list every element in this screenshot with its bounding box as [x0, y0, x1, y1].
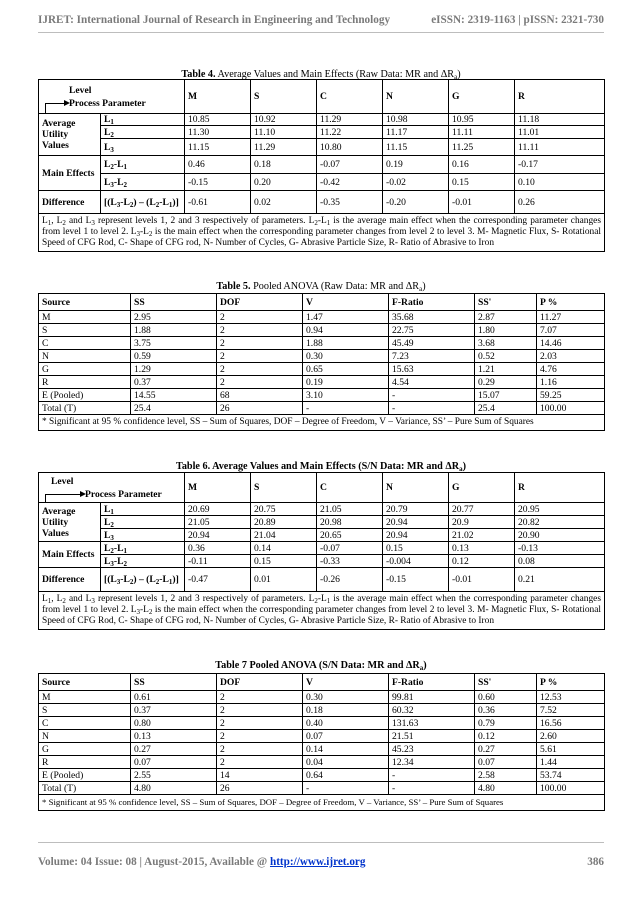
level-cell: $L_2-L_1$ — [101, 542, 185, 555]
value-cell: 0.79 — [475, 717, 537, 730]
column-header: F-Ratio — [389, 674, 475, 691]
value-cell: G — [39, 743, 131, 756]
value-cell: 25.4 — [475, 402, 537, 415]
value-cell: 45.23 — [389, 743, 475, 756]
value-cell: -0.42 — [317, 174, 383, 191]
column-header: P % — [537, 294, 605, 311]
value-cell: 0.12 — [449, 555, 515, 568]
value-cell: 0.13 — [131, 730, 217, 743]
value-cell: 16.56 — [537, 717, 605, 730]
value-cell: E (Pooled) — [39, 389, 131, 402]
table-note: * Significant at 95 % confidence level, SS – Sum of Squares, DOF – Degree of Freedom, V – Variance, SS’ – Pure Sum of Squares — [39, 795, 605, 811]
value-cell: 2.03 — [537, 350, 605, 363]
level-cell: $L_3-L_2$ — [101, 555, 185, 568]
level-cell: $L_2-L_1$ — [101, 156, 185, 174]
value-cell: 100.00 — [537, 402, 605, 415]
value-cell: 131.63 — [389, 717, 475, 730]
value-cell: 0.19 — [383, 156, 449, 174]
value-cell: 20.89 — [251, 516, 317, 529]
value-cell: - — [389, 389, 475, 402]
value-cell: 0.52 — [475, 350, 537, 363]
value-cell: 0.04 — [303, 756, 389, 769]
value-cell: 20.94 — [383, 529, 449, 542]
value-cell: 0.80 — [131, 717, 217, 730]
column-header: G — [449, 80, 515, 114]
level-cell: $L_1$ — [101, 503, 185, 516]
value-cell: 0.40 — [303, 717, 389, 730]
table4-caption: Table 4. Average Values and Main Effects (Raw Data: MR and $\Delta R_a$) — [181, 69, 461, 81]
value-cell: 2.95 — [131, 311, 217, 324]
value-cell: -0.004 — [383, 555, 449, 568]
value-cell: 3.68 — [475, 337, 537, 350]
issn-text: eISSN: 2319-1163 | pISSN: 2321-730 — [431, 14, 604, 26]
table-row — [39, 350, 605, 363]
value-cell: 11.29 — [251, 139, 317, 156]
value-cell: 0.08 — [515, 555, 605, 568]
value-cell: 2.87 — [475, 311, 537, 324]
column-header: SS — [131, 294, 217, 311]
value-cell: 0.36 — [185, 542, 251, 555]
value-cell: -0.26 — [317, 568, 383, 592]
value-cell: 99.81 — [389, 691, 475, 704]
column-header: R — [515, 80, 605, 114]
level-cell: $L_3$ — [101, 529, 185, 542]
value-cell: R — [39, 376, 131, 389]
table-row — [39, 402, 605, 415]
value-cell: 45.49 — [389, 337, 475, 350]
value-cell: 4.76 — [537, 363, 605, 376]
value-cell: 0.36 — [475, 704, 537, 717]
page-header — [38, 14, 604, 26]
journal-title: IJRET: International Journal of Research in Engineering and Technology — [38, 14, 391, 26]
value-cell: 1.80 — [475, 324, 537, 337]
value-cell: - — [389, 769, 475, 782]
value-cell: 26 — [217, 782, 303, 795]
table-row — [39, 730, 605, 743]
value-cell: E (Pooled) — [39, 769, 131, 782]
value-cell: 1.88 — [131, 324, 217, 337]
column-header: S — [251, 80, 317, 114]
value-cell: 2 — [217, 743, 303, 756]
column-header: R — [515, 473, 605, 503]
table-row — [39, 704, 605, 717]
value-cell: 0.02 — [251, 191, 317, 214]
corner-cell — [39, 473, 185, 503]
value-cell: -0.07 — [317, 156, 383, 174]
group-label: Difference — [39, 568, 101, 592]
value-cell: S — [39, 704, 131, 717]
value-cell: 0.60 — [475, 691, 537, 704]
value-cell: 20.82 — [515, 516, 605, 529]
value-cell: 4.54 — [389, 376, 475, 389]
column-header: Source — [39, 674, 131, 691]
value-cell: 0.65 — [303, 363, 389, 376]
value-cell: 0.59 — [131, 350, 217, 363]
value-cell: 4.80 — [131, 782, 217, 795]
value-cell: 2 — [217, 691, 303, 704]
value-cell: 7.52 — [537, 704, 605, 717]
value-cell: 0.01 — [251, 568, 317, 592]
table6 — [38, 472, 605, 630]
value-cell: 0.27 — [131, 743, 217, 756]
value-cell: 2 — [217, 311, 303, 324]
column-header: S — [251, 473, 317, 503]
value-cell: 20.79 — [383, 503, 449, 516]
level-cell: $[(L_3-L_2) - (L_2-L_1)]$ — [101, 191, 185, 214]
value-cell: M — [39, 691, 131, 704]
value-cell: 0.18 — [251, 156, 317, 174]
value-cell: 11.30 — [185, 126, 251, 139]
value-cell: 20.98 — [317, 516, 383, 529]
table-row — [39, 311, 605, 324]
value-cell: 15.63 — [389, 363, 475, 376]
value-cell: 60.32 — [389, 704, 475, 717]
value-cell: 0.13 — [449, 542, 515, 555]
value-cell: -0.15 — [185, 174, 251, 191]
value-cell: 5.61 — [537, 743, 605, 756]
value-cell: 20.94 — [185, 529, 251, 542]
value-cell: 1.44 — [537, 756, 605, 769]
value-cell: -0.35 — [317, 191, 383, 214]
value-cell: 10.98 — [383, 114, 449, 126]
table-row — [39, 769, 605, 782]
value-cell: 0.07 — [303, 730, 389, 743]
value-cell: 11.11 — [515, 139, 605, 156]
value-cell: 10.95 — [449, 114, 515, 126]
value-cell: 20.95 — [515, 503, 605, 516]
page-number: 386 — [587, 856, 604, 868]
value-cell: 0.21 — [515, 568, 605, 592]
value-cell: 2 — [217, 324, 303, 337]
value-cell: -0.15 — [383, 568, 449, 592]
value-cell: 0.07 — [475, 756, 537, 769]
value-cell: 11.01 — [515, 126, 605, 139]
column-header: P % — [537, 674, 605, 691]
value-cell: -0.11 — [185, 555, 251, 568]
value-cell: -0.33 — [317, 555, 383, 568]
level-cell: $L_3$ — [101, 139, 185, 156]
value-cell: 11.17 — [383, 126, 449, 139]
footer-divider — [38, 842, 604, 843]
column-header: Source — [39, 294, 131, 311]
value-cell: 2 — [217, 717, 303, 730]
value-cell: 7.23 — [389, 350, 475, 363]
level-cell: $L_3-L_2$ — [101, 174, 185, 191]
value-cell: 0.15 — [383, 542, 449, 555]
value-cell: -0.13 — [515, 542, 605, 555]
value-cell: 11.27 — [537, 311, 605, 324]
value-cell: 1.16 — [537, 376, 605, 389]
value-cell: 22.75 — [389, 324, 475, 337]
value-cell: 59.25 — [537, 389, 605, 402]
column-header: G — [449, 473, 515, 503]
journal-link[interactable]: http://www.ijret.org — [269, 856, 366, 868]
table-note: $L_1$, $L_2$ and $L_3$ represent levels 1, 2 and 3 respectively of parameters. $L_2-L_1$ is the average main effect when the corresponding parameter changes from level 1 to level 2. $L_3-L_2$ is the main effect when the corresponding parameter changes from level 2 to level 3. M- Magnetic Flux, S- Rotational Speed of CFG Rod, C- Shape of CFG rod, N- Number of Cycles, G- Abrasive Particle Size, R- Ratio of Abrasive to Iron — [39, 214, 605, 252]
value-cell: 0.10 — [515, 174, 605, 191]
value-cell: - — [303, 782, 389, 795]
column-header: SS — [131, 674, 217, 691]
table-row — [39, 376, 605, 389]
table-row — [39, 756, 605, 769]
value-cell: G — [39, 363, 131, 376]
table-note: * Significant at 95 % confidence level, SS – Sum of Squares, DOF – Degree of Freedom, V – Variance, SS’ – Pure Sum of Squares — [39, 415, 605, 431]
table-row — [39, 691, 605, 704]
value-cell: 15.07 — [475, 389, 537, 402]
column-header: DOF — [217, 674, 303, 691]
value-cell: Total (T) — [39, 402, 131, 415]
value-cell: 2 — [217, 363, 303, 376]
value-cell: 3.75 — [131, 337, 217, 350]
column-header: M — [185, 473, 251, 503]
value-cell: 0.46 — [185, 156, 251, 174]
value-cell: 21.05 — [185, 516, 251, 529]
column-header: C — [317, 80, 383, 114]
value-cell: 12.53 — [537, 691, 605, 704]
value-cell: 1.47 — [303, 311, 389, 324]
value-cell: 0.15 — [449, 174, 515, 191]
column-header: N — [383, 80, 449, 114]
value-cell: -0.02 — [383, 174, 449, 191]
value-cell: 21.51 — [389, 730, 475, 743]
value-cell: -0.07 — [317, 542, 383, 555]
table5 — [38, 293, 605, 431]
page-footer — [38, 856, 604, 868]
column-header: SS' — [475, 294, 537, 311]
value-cell: 1.21 — [475, 363, 537, 376]
value-cell: 0.94 — [303, 324, 389, 337]
column-header: SS' — [475, 674, 537, 691]
value-cell: 4.80 — [475, 782, 537, 795]
corner-cell — [39, 80, 185, 114]
value-cell: 20.65 — [317, 529, 383, 542]
value-cell: 11.29 — [317, 114, 383, 126]
value-cell: 21.05 — [317, 503, 383, 516]
column-header: V — [303, 294, 389, 311]
value-cell: 35.68 — [389, 311, 475, 324]
value-cell: 11.15 — [185, 139, 251, 156]
value-cell: -0.01 — [449, 568, 515, 592]
value-cell: 3.10 — [303, 389, 389, 402]
value-cell: 21.02 — [449, 529, 515, 542]
value-cell: 11.18 — [515, 114, 605, 126]
table-row — [39, 743, 605, 756]
value-cell: 2 — [217, 350, 303, 363]
table5-caption: Table 5. Pooled ANOVA (Raw Data: MR and $\Delta R_a$) — [216, 281, 426, 293]
value-cell: 0.29 — [475, 376, 537, 389]
value-cell: N — [39, 350, 131, 363]
value-cell: 20.90 — [515, 529, 605, 542]
table7-caption: Table 7 Pooled ANOVA (S/N Data: MR and $\Delta R_a$) — [215, 660, 427, 672]
value-cell: 14 — [217, 769, 303, 782]
table-row — [39, 782, 605, 795]
value-cell: 20.75 — [251, 503, 317, 516]
column-header: F-Ratio — [389, 294, 475, 311]
table-row — [39, 363, 605, 376]
value-cell: 12.34 — [389, 756, 475, 769]
level-cell: $L_2$ — [101, 516, 185, 529]
value-cell: 68 — [217, 389, 303, 402]
value-cell: 0.16 — [449, 156, 515, 174]
value-cell: 53.74 — [537, 769, 605, 782]
value-cell: 0.27 — [475, 743, 537, 756]
value-cell: -0.17 — [515, 156, 605, 174]
value-cell: 25.4 — [131, 402, 217, 415]
group-label: Difference — [39, 191, 101, 214]
level-cell: $L_1$ — [101, 114, 185, 126]
table-row — [39, 389, 605, 402]
column-header: N — [383, 473, 449, 503]
table-row — [39, 717, 605, 730]
value-cell: S — [39, 324, 131, 337]
value-cell: Total (T) — [39, 782, 131, 795]
value-cell: 2 — [217, 376, 303, 389]
value-cell: 10.92 — [251, 114, 317, 126]
value-cell: 26 — [217, 402, 303, 415]
value-cell: 11.11 — [449, 126, 515, 139]
level-label: Level — [69, 84, 92, 96]
value-cell: 0.64 — [303, 769, 389, 782]
value-cell: 1.29 — [131, 363, 217, 376]
value-cell: R — [39, 756, 131, 769]
value-cell: 20.69 — [185, 503, 251, 516]
value-cell: 0.61 — [131, 691, 217, 704]
value-cell: 2.58 — [475, 769, 537, 782]
value-cell: 100.00 — [537, 782, 605, 795]
table4 — [38, 79, 605, 252]
value-cell: 14.55 — [131, 389, 217, 402]
value-cell: 0.37 — [131, 376, 217, 389]
value-cell: -0.20 — [383, 191, 449, 214]
value-cell: 0.30 — [303, 350, 389, 363]
value-cell: 0.37 — [131, 704, 217, 717]
value-cell: N — [39, 730, 131, 743]
value-cell: 2 — [217, 730, 303, 743]
value-cell: 11.10 — [251, 126, 317, 139]
footer-volume: Volume: 04 Issue: 08 | August-2015, Available @ http://www.ijret.org — [38, 856, 366, 868]
group-label: Average Utility Values — [39, 503, 101, 542]
table-note: $L_1$, $L_2$ and $L_3$ represent levels 1, 2 and 3 respectively of parameters. $L_2-L_1$ is the average main effect when the corresponding parameter changes from level 1 to level 2. $L_3-L_2$ is the main effect when the corresponding parameter changes from level 2 to level 3. M- Magnetic Flux, S- Rotational Speed of CFG Rod, C- Shape of CFG rod, N- Number of Cycles, G- Abrasive Particle Size, R- Ratio of Abrasive to Iron — [39, 592, 605, 630]
value-cell: 0.19 — [303, 376, 389, 389]
value-cell: 0.07 — [131, 756, 217, 769]
value-cell: 11.15 — [383, 139, 449, 156]
value-cell: 0.14 — [251, 542, 317, 555]
level-cell: $L_2$ — [101, 126, 185, 139]
group-label: Average Utility Values — [39, 114, 101, 156]
column-header: DOF — [217, 294, 303, 311]
value-cell: -0.47 — [185, 568, 251, 592]
process-parameter-label: Process Parameter — [85, 488, 162, 500]
value-cell: 11.22 — [317, 126, 383, 139]
value-cell: 2.55 — [131, 769, 217, 782]
table-row — [39, 324, 605, 337]
value-cell: 0.20 — [251, 174, 317, 191]
value-cell: 0.15 — [251, 555, 317, 568]
value-cell: 0.30 — [303, 691, 389, 704]
value-cell: 2 — [217, 337, 303, 350]
value-cell: 20.9 — [449, 516, 515, 529]
column-header: M — [185, 80, 251, 114]
table7 — [38, 673, 605, 811]
value-cell: 21.04 — [251, 529, 317, 542]
level-label: Level — [51, 475, 74, 487]
value-cell: C — [39, 717, 131, 730]
value-cell: 10.80 — [317, 139, 383, 156]
value-cell: 2 — [217, 704, 303, 717]
value-cell: 20.77 — [449, 503, 515, 516]
header-divider — [38, 32, 604, 33]
value-cell: - — [389, 782, 475, 795]
group-label: Main Effects — [39, 156, 101, 191]
value-cell: M — [39, 311, 131, 324]
group-label: Main Effects — [39, 542, 101, 568]
column-header: C — [317, 473, 383, 503]
value-cell: - — [303, 402, 389, 415]
value-cell: 1.88 — [303, 337, 389, 350]
value-cell: 2 — [217, 756, 303, 769]
table-row — [39, 337, 605, 350]
value-cell: 7.07 — [537, 324, 605, 337]
value-cell: 10.85 — [185, 114, 251, 126]
value-cell: 0.14 — [303, 743, 389, 756]
value-cell: 0.18 — [303, 704, 389, 717]
process-parameter-label: Process Parameter — [69, 97, 146, 109]
level-cell: $[(L_3-L_2) - (L_2-L_1)]$ — [101, 568, 185, 592]
value-cell: 20.94 — [383, 516, 449, 529]
column-header: V — [303, 674, 389, 691]
value-cell: 11.25 — [449, 139, 515, 156]
value-cell: 2.60 — [537, 730, 605, 743]
value-cell: -0.61 — [185, 191, 251, 214]
value-cell: - — [389, 402, 475, 415]
value-cell: 0.26 — [515, 191, 605, 214]
value-cell: C — [39, 337, 131, 350]
value-cell: -0.01 — [449, 191, 515, 214]
value-cell: 0.12 — [475, 730, 537, 743]
value-cell: 14.46 — [537, 337, 605, 350]
table6-caption: Table 6. Average Values and Main Effects (S/N Data: MR and $\Delta R_a$) — [175, 461, 467, 473]
